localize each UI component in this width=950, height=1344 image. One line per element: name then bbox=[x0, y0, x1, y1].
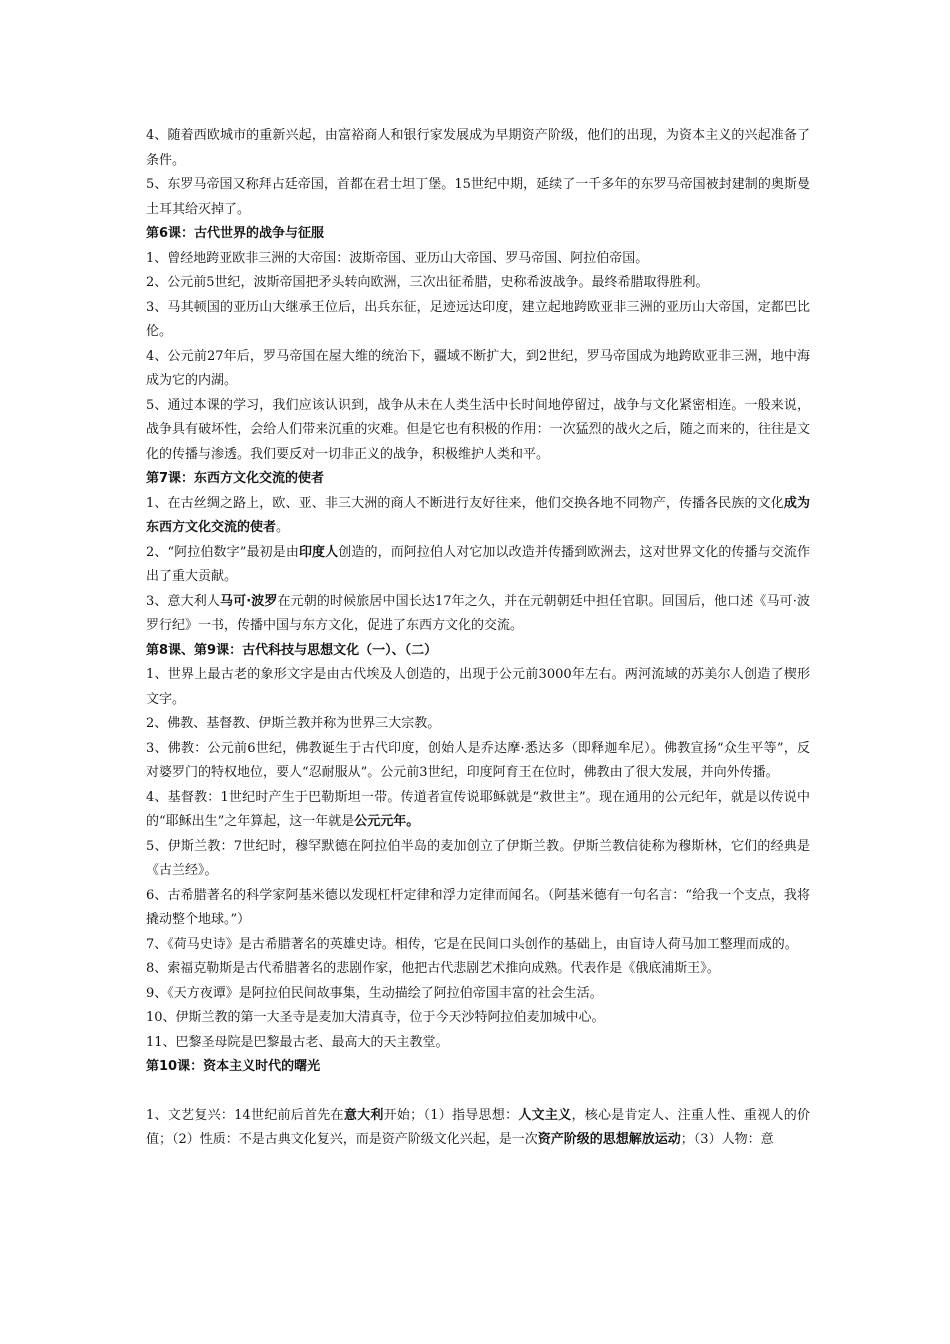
bold-text: 马可·波罗 bbox=[220, 593, 278, 609]
document-page bbox=[146, 124, 810, 1153]
blank-line bbox=[146, 1080, 810, 1104]
text-run: 2、“阿拉伯数字”最初是由 bbox=[146, 544, 299, 560]
paragraph bbox=[146, 1104, 810, 1153]
paragraph: 1、世界上最古老的象形文字是由古代埃及人创造的，出现于公元前3000年左右。两河流域的苏美尔人创造了楔形文字。 bbox=[146, 667, 810, 707]
text-run: 1、在古丝绸之路上，欧、亚、非三大洲的商人不断进行友好往来，他们交换各地不同物产，传播各民族的文化 bbox=[146, 495, 784, 511]
paragraph: 3、佛教：公元前6世纪，佛教诞生于古代印度，创始人是乔达摩·悉达多（即释迦牟尼）。佛教宣扬“众生平等”，反对婆罗门的特权地位，要人“忍耐服从”。公元前3世纪，印度阿育王在位时，佛教由了很大发展，并向外传播。 bbox=[146, 740, 810, 780]
paragraph: 6、古希腊著名的科学家阿基米德以发现杠杆定律和浮力定律而闻名。（阿基米德有一句名言：“给我一个支点，我将撬动整个地球。”） bbox=[146, 887, 810, 927]
bold-text: 意大利 bbox=[343, 1107, 384, 1123]
text-run: 4、基督教：1世纪时产生于巴勒斯坦一带。传道者宣传说耶稣就是“救世主”。现在通用的公元纪年，就是以传说中的“耶稣出生”之年算起，这一年就是 bbox=[146, 789, 810, 829]
paragraph: 2、公元前5世纪，波斯帝国把矛头转向欧洲，三次出征希腊，史称希波战争。最终希腊取得胜利。 bbox=[146, 275, 709, 290]
paragraph bbox=[146, 786, 810, 835]
bold-text: 人文主义 bbox=[518, 1107, 572, 1123]
text-run: ，核心是肯定人、注重人性、重视人的价值；（2）性质：不是古典文化复兴，而是资产阶级文化兴起，是一次 bbox=[146, 1107, 810, 1147]
paragraph bbox=[146, 541, 810, 590]
text-run: 创造的，而阿拉伯人对它加以改造并传播到欧洲去，这对世界文化的传播与交流作出了重大贡献。 bbox=[146, 544, 810, 584]
paragraph: 5、通过本课的学习，我们应该认识到，战争从未在人类生活中长时间地停留过，战争与文化紧密相连。一般来说，战争具有破坏性，会给人们带来沉重的灾难。但是它也有积极的作用：一次猛烈的战火之后，随之而来的，往往是文化的传播与渗透。我们要反对一切非正义的战争，积极维护人类和平。 bbox=[146, 397, 810, 462]
text-run: 开始；（1）指导思想： bbox=[383, 1107, 519, 1123]
paragraph: 7、《荷马史诗》是古希腊著名的英雄史诗。相传，它是在民间口头创作的基础上，由盲诗人荷马加工整理而成的。 bbox=[146, 936, 798, 952]
lesson-7-heading: 第7课：东西方文化交流的使者 bbox=[146, 471, 325, 486]
text-run: 在元朝的时候旅居中国长达17年之久，并在元朝朝廷中担任官职。回国后，他口述《马可·波罗行纪》一书，传播中国与东方文化，促进了东西方文化的交流。 bbox=[146, 593, 810, 633]
paragraph: 10、伊斯兰教的第一大圣寺是麦加大清真寺，位于今天沙特阿拉伯麦加城中心。 bbox=[146, 1010, 605, 1025]
bold-text: 成为东西方文化交流的使者 bbox=[146, 495, 810, 535]
paragraph: 11、巴黎圣母院是巴黎最古老、最高大的天主教堂。 bbox=[146, 1034, 449, 1050]
text-run: 3、意大利人 bbox=[146, 593, 220, 609]
lesson-10-heading: 第10课：资本主义时代的曙光 bbox=[146, 1059, 321, 1074]
paragraph: 4、公元前27年后，罗马帝国在屋大维的统治下，疆域不断扩大，到2世纪，罗马帝国成为地跨欧亚非三洲，地中海成为它的内湖。 bbox=[146, 348, 810, 388]
paragraph: 5、东罗马帝国又称拜占廷帝国，首都在君士坦丁堡。15世纪中期，延续了一千多年的东罗马帝国被封建制的奥斯曼土耳其给灭掉了。 bbox=[146, 177, 810, 217]
paragraph: 9、《天方夜谭》是阿拉伯民间故事集，生动描绘了阿拉伯帝国丰富的社会生活。 bbox=[146, 985, 603, 1001]
text-run: 1、文艺复兴：14世纪前后首先在 bbox=[146, 1107, 344, 1123]
paragraph bbox=[146, 492, 810, 541]
lesson-8-9-heading: 第8课、第9课：古代科技与思想文化（一）、（二） bbox=[146, 642, 438, 658]
paragraph: 4、随着西欧城市的重新兴起，由富裕商人和银行家发展成为早期资产阶级，他们的出现，为资本主义的兴起准备了条件。 bbox=[146, 128, 810, 168]
lesson-6-heading: 第6课：古代世界的战争与征服 bbox=[146, 226, 325, 241]
paragraph: 2、佛教、基督教、伊斯兰教并称为世界三大宗教。 bbox=[146, 716, 441, 731]
paragraph: 5、伊斯兰教：7世纪时，穆罕默德在阿拉伯半岛的麦加创立了伊斯兰教。伊斯兰教信徒称为穆斯林，它们的经典是《古兰经》。 bbox=[146, 838, 810, 878]
bold-text: 资产阶级的思想解放运动 bbox=[537, 1132, 681, 1147]
bold-text: 公元元年。 bbox=[354, 814, 420, 829]
text-run: 。 bbox=[276, 520, 290, 535]
paragraph bbox=[146, 590, 810, 639]
paragraph: 8、索福克勒斯是古代希腊著名的悲剧作家，他把古代悲剧艺术推向成熟。代表作是《俄底浦斯王》。 bbox=[146, 961, 720, 976]
text-run: ；（3）人物：意 bbox=[680, 1132, 774, 1147]
bold-text: 印度人 bbox=[298, 544, 339, 560]
paragraph: 3、马其顿国的亚历山大继承王位后，出兵东征，足迹远达印度，建立起地跨欧亚非三洲的亚历山大帝国，定都巴比伦。 bbox=[146, 299, 810, 339]
paragraph: 1、曾经地跨亚欧非三洲的大帝国：波斯帝国、亚历山大帝国、罗马帝国、阿拉伯帝国。 bbox=[146, 250, 649, 266]
